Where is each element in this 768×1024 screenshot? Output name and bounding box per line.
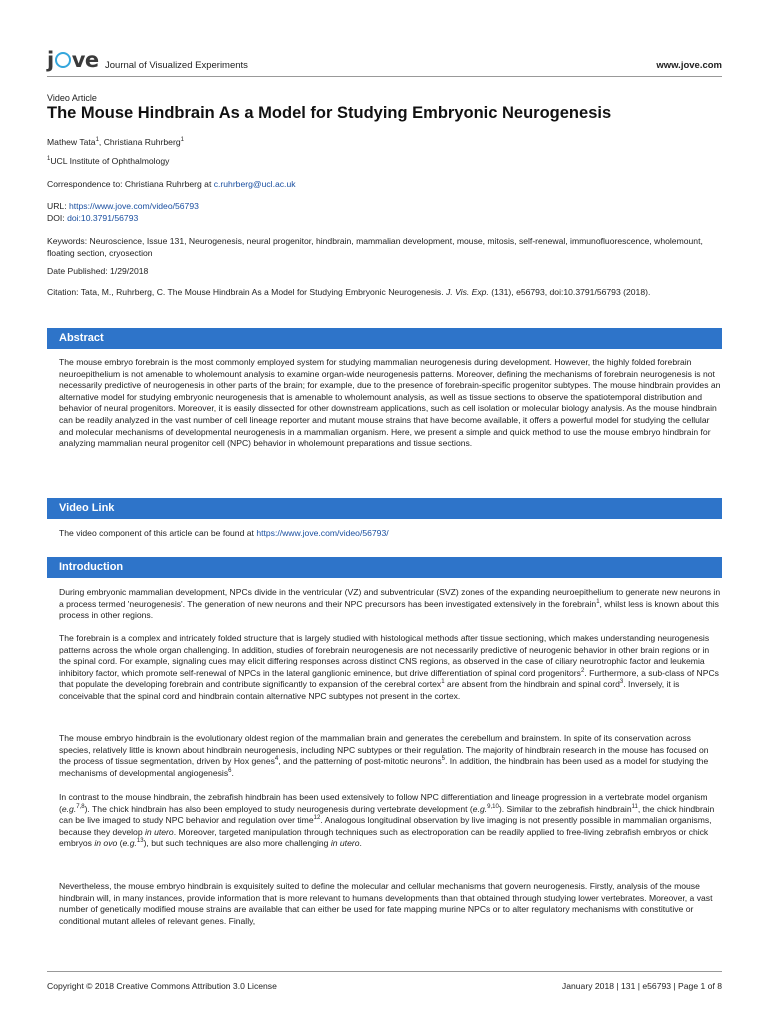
ref-sup: 1 [441, 679, 445, 686]
article-title: The Mouse Hindbrain As a Model for Studying Embryonic Neurogenesis [47, 104, 612, 122]
ref-sup: 12 [313, 815, 321, 822]
doi-link[interactable]: doi:10.3791/56793 [67, 213, 139, 223]
copyright-text: Copyright © 2018 Creative Commons Attribution 3.0 License [47, 981, 277, 991]
keywords: Keywords: Neuroscience, Issue 131, Neurogenesis, neural progenitor, hindbrain, mammalian development, mouse, mitosis, self-renewal, immunofluorescence, wholemount, floating section, cryosection [47, 236, 703, 258]
jove-logo[interactable]: j ve [47, 48, 99, 72]
abstract-text: The mouse embryo forebrain is the most commonly employed system for studying mammalian neurogenesis during development. However, the highly folded forebrain neuroepithelium is not amenable to wholemount analysis to examine organ-wide neurogenesis patterns. Moreover, defining the mechanisms of forebrain neurogenesis is not necessarily predictive of neurogenesis in other parts of the brain; for example, due to the presence of forebrain-specific progenitor subtypes. The mouse hindbrain provides an alternative model for studying embryonic neurogenesis that is amenable to wholemount analysis, as well as tissue sections to observe the spatiotemporal distribution and behavior of neural progenitors. Moreover, it is easily dissected for other downstream applications, such as cell isolation or molecular biology analysis. As the mouse hindbrain can be readily analyzed in the vast number of cell lineage reporter and mutant mouse strains that have become available, it offers a powerful model for studying the cellular and molecular mechanisms of developmental neurogenesis in a mammalian organism. Here, we present a simple and quick method to use the mouse embryo hindbrain for analyzing mammalian neural progenitor cell (NPC) behavior in wholemount preparations and tissue sections. [59, 357, 721, 449]
page-info: January 2018 | 131 | e56793 | Page 1 of 8 [561, 981, 722, 991]
affil-sup: 1 [47, 156, 51, 163]
intro-paragraph-1: During embryonic mammalian development, NPCs divide in the ventricular (VZ) and subventricular (SVZ) zones of the expanding neuroepithelium to generate new neurons in a process termed 'neurogenesis'. The generation of new neurons and their NPC precursors has been investigated extensively in the forebrain$^1$, whilst less is known about this process in other regions. [59, 587, 721, 621]
ref-sup: 9,10 [487, 803, 499, 810]
citation [47, 287, 722, 299]
date-published: Date Published: 1/29/2018 [47, 266, 149, 276]
affil-text: UCL Institute of Ophthalmology [50, 156, 170, 166]
authors [47, 137, 722, 149]
intro-paragraph-5: Nevertheless, the mouse embryo hindbrain is exquisitely suited to define the molecular and cellular mechanisms that govern neurogenesis. Firstly, analysis of the mouse hindbrain will, in many instances, provide information that is more relevant to humans developments than that obtained through studying lower vertebrates. Moreover, a vast number of genetically modified mouse strains are available that can either be used for fate mapping murine NPCs or to alter regulatory mechanisms with constitutive or conditional mutant alleles of relevant genes. Finally, [59, 881, 713, 926]
ref-sup: 6 [228, 767, 232, 774]
intro-paragraph-4: In contrast to the mouse hindbrain, the zebrafish hindbrain has been used extensively to follow NPC differentiation and lineage progression in a vertebrate model organism (e.g.$^{7,8}$). The chick hindbrain has also been employed to study neurogenesis during vertebrate development (e.g.$^{9,10}$). Similar to the zebrafish hindbrain$^{11}$, the chick hindbrain can be live imaged to study NPC behavior and regulation over time$^{12}$. Analogous longitudinal observation by live imaging is not presently possible in mammalian organisms, because they develop in utero. Moreover, targeted manipulation through techniques such as electroporation can be readily applied to free-living zebrafish embryos or chick embryos in ovo (e.g.$^{13}$), but such techniques are also more challenging in utero. [59, 792, 715, 849]
corr-label: Correspondence to: Christiana Ruhrberg at [47, 179, 214, 189]
journal-name: Journal of Visualized Experiments [105, 60, 248, 71]
affiliation [47, 156, 722, 168]
citation-text: Citation: Tata, M., Ruhrberg, C. The Mouse Hindbrain As a Model for Studying Embryonic Neurogenesis. [47, 287, 447, 297]
video-url-link[interactable]: https://www.jove.com/video/56793/ [256, 528, 389, 538]
video-link-label: The video component of this article can be found at [59, 528, 257, 538]
video-link-text [59, 528, 722, 540]
intro-paragraph-3: The mouse embryo hindbrain is the evolutionary oldest region of the mammalian brain and generates the cerebellum and brainstem. In spite of its conservation across species, relatively little is known about hindbrain neurogenesis, including NPC subtypes or their regulation. The majority of hindbrain research in the mouse has focused on the process of tissue segmentation, driven by Hox genes$^4$, and the patterning of post-mitotic neurons$^5$. In addition, the hindbrain has been used as a model for studying the mechanisms of developmental angiogenesis$^6$. [59, 733, 709, 778]
ref-sup: 13 [136, 838, 144, 845]
ref-sup: 11 [631, 803, 638, 810]
author-affil-sup: 1 [95, 137, 99, 144]
citation-journal: J. Vis. Exp. [446, 287, 489, 297]
introduction-heading: Introduction [47, 557, 722, 578]
author-affil-sup: 1 [180, 137, 184, 144]
correspondence [47, 179, 722, 191]
url-line [47, 201, 722, 213]
page-footer [47, 971, 722, 991]
abstract-heading: Abstract [47, 328, 722, 349]
doi-label: DOI: [47, 213, 68, 223]
ref-sup: 1 [596, 598, 600, 605]
article-url-link[interactable]: https://www.jove.com/video/56793 [68, 201, 199, 211]
url-label: URL: [47, 201, 69, 211]
author-separator: , [98, 137, 104, 147]
author-name: Christiana Ruhrberg [103, 137, 181, 147]
citation-text: (131), e56793, doi:10.3791/56793 (2018). [488, 287, 651, 297]
intro-paragraph-2: The forebrain is a complex and intricately folded structure that is largely studied with histological methods after tissue sectioning, which makes understanding neurogenesis patterns across the whole organ challenging. In addition, studies of forebrain neurogenesis are not necessarily predictive of neurogenic behavior in other brain regions or in the spinal cord. For example, signaling cues may elicit differing responses across distinct CNS regions, as observed in the case of ciliary neurotrophic factor and leukemia inhibitory factor, which promote self-renewal of NPCs in the lateral ganglionic eminence, but drive differentiation of spinal cord progenitors$^2$. Furthermore, a sub-class of NPCs that populate the developing forebrain and contribute significantly to expansion of the cerebral cortex$^1$ are absent from the hindbrain and spinal cord$^3$. Inversely, it is conceivable that the spinal cord and hindbrain contain alternative NPC subtypes not present in the cortex. [59, 633, 719, 701]
journal-header [47, 48, 722, 77]
author-name: Mathew Tata [47, 137, 96, 147]
site-link[interactable]: www.jove.com [656, 60, 722, 71]
corr-email-link[interactable]: c.ruhrberg@ucl.ac.uk [213, 179, 296, 189]
ref-sup: 2 [580, 667, 585, 674]
article-type: Video Article [47, 93, 97, 103]
ref-sup: 3 [619, 679, 624, 686]
video-link-heading: Video Link [47, 498, 722, 519]
ref-sup: 4 [274, 756, 279, 763]
ref-sup: 5 [441, 756, 445, 763]
doi-line [47, 213, 722, 225]
ref-sup: 7,8 [76, 803, 85, 810]
logo-circle-icon [55, 52, 71, 68]
